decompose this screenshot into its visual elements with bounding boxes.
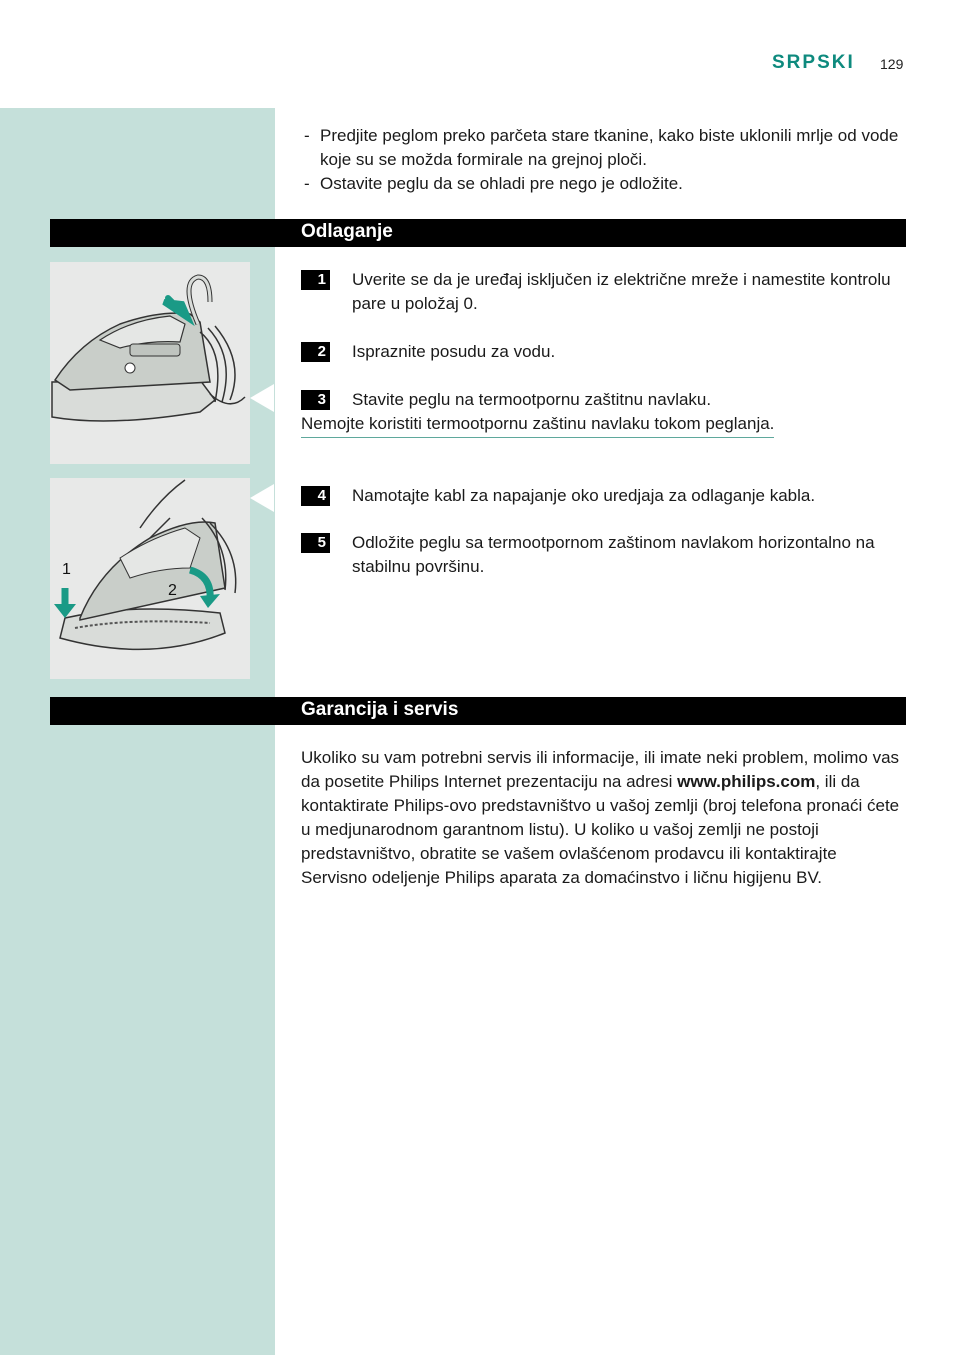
step-item: [301, 268, 911, 316]
list-item: [301, 124, 911, 172]
section-header-guarantee: [50, 697, 906, 725]
iron-storage-drawing: [50, 478, 250, 679]
paragraph-text: Ukoliko su vam potrebni servis ili informacije, ili imate neki problem, molimo vas da posetite Philips Internet prezentaciju na adresi: [301, 748, 900, 791]
list-item: [301, 172, 911, 196]
illustration-pointer: [250, 384, 274, 412]
section-title: Odlaganje: [301, 221, 393, 242]
step-text: Namotajte kabl za napajanje oko uredjaja za odlaganje kabla.: [352, 486, 816, 505]
step-item: [301, 531, 911, 579]
page-number: 129: [880, 56, 904, 72]
step-number: 2: [301, 342, 330, 362]
step-text: Stavite peglu na termootpornu zaštitnu navlaku.: [352, 390, 712, 409]
arrow-label-1: 1: [62, 561, 71, 578]
step-number: 5: [301, 533, 330, 553]
step-item: [301, 340, 911, 364]
step-number: 1: [301, 270, 330, 290]
section-title: Garancija i servis: [301, 699, 459, 720]
step-item: [301, 484, 911, 508]
intro-list: [301, 124, 911, 196]
list-item-text: Predjite peglom preko parčeta stare tkanine, kako biste uklonili mrlje od vode koje su se možda formirale na grejnoj ploči.: [320, 126, 899, 169]
language-label: SRPSKI: [772, 52, 855, 73]
step-item: [301, 388, 911, 412]
list-item-text: Ostavite peglu da se ohladi pre nego je odložite.: [320, 174, 683, 193]
step-text: Odložite peglu sa termootpornom zaštinom navlakom horizontalno na stabilnu površinu.: [352, 533, 875, 576]
step-number: 4: [301, 486, 330, 506]
iron-illustration-cord: [50, 262, 250, 464]
section-header-storage: [50, 219, 906, 247]
illustration-pointer: [250, 484, 274, 512]
philips-link[interactable]: www.philips.com: [677, 772, 816, 791]
paragraph-text: , ili da kontaktirate Philips-ovo predstavništvo u vašoj zemlji (broj telefona pronaći ćete u medjunarodnom garantnom listu). U koliko u vašoj zemlji ne postoji predstavništvo, obratite se vašem ovlašćenom prodavcu ili kontaktirajte Servisno odeljenje Philips aparata za domaćinstvo i ličnu higijenu BV.: [301, 772, 900, 887]
bullet-dash: -: [304, 174, 310, 193]
iron-illustration-storage: [50, 478, 250, 679]
step-text: Uverite se da je uređaj isključen iz električne mreže i namestite kontrolu pare u položaj 0.: [352, 270, 891, 313]
guarantee-paragraph: [301, 746, 907, 890]
step-number: 3: [301, 390, 330, 410]
arrow-label-2: 2: [168, 582, 177, 599]
step-note: Nemojte koristiti termootpornu zaštinu navlaku tokom peglanja.: [301, 412, 774, 438]
iron-cord-drawing: [50, 262, 250, 464]
bullet-dash: -: [304, 126, 310, 145]
step-text: Ispraznite posudu za vodu.: [352, 342, 556, 361]
